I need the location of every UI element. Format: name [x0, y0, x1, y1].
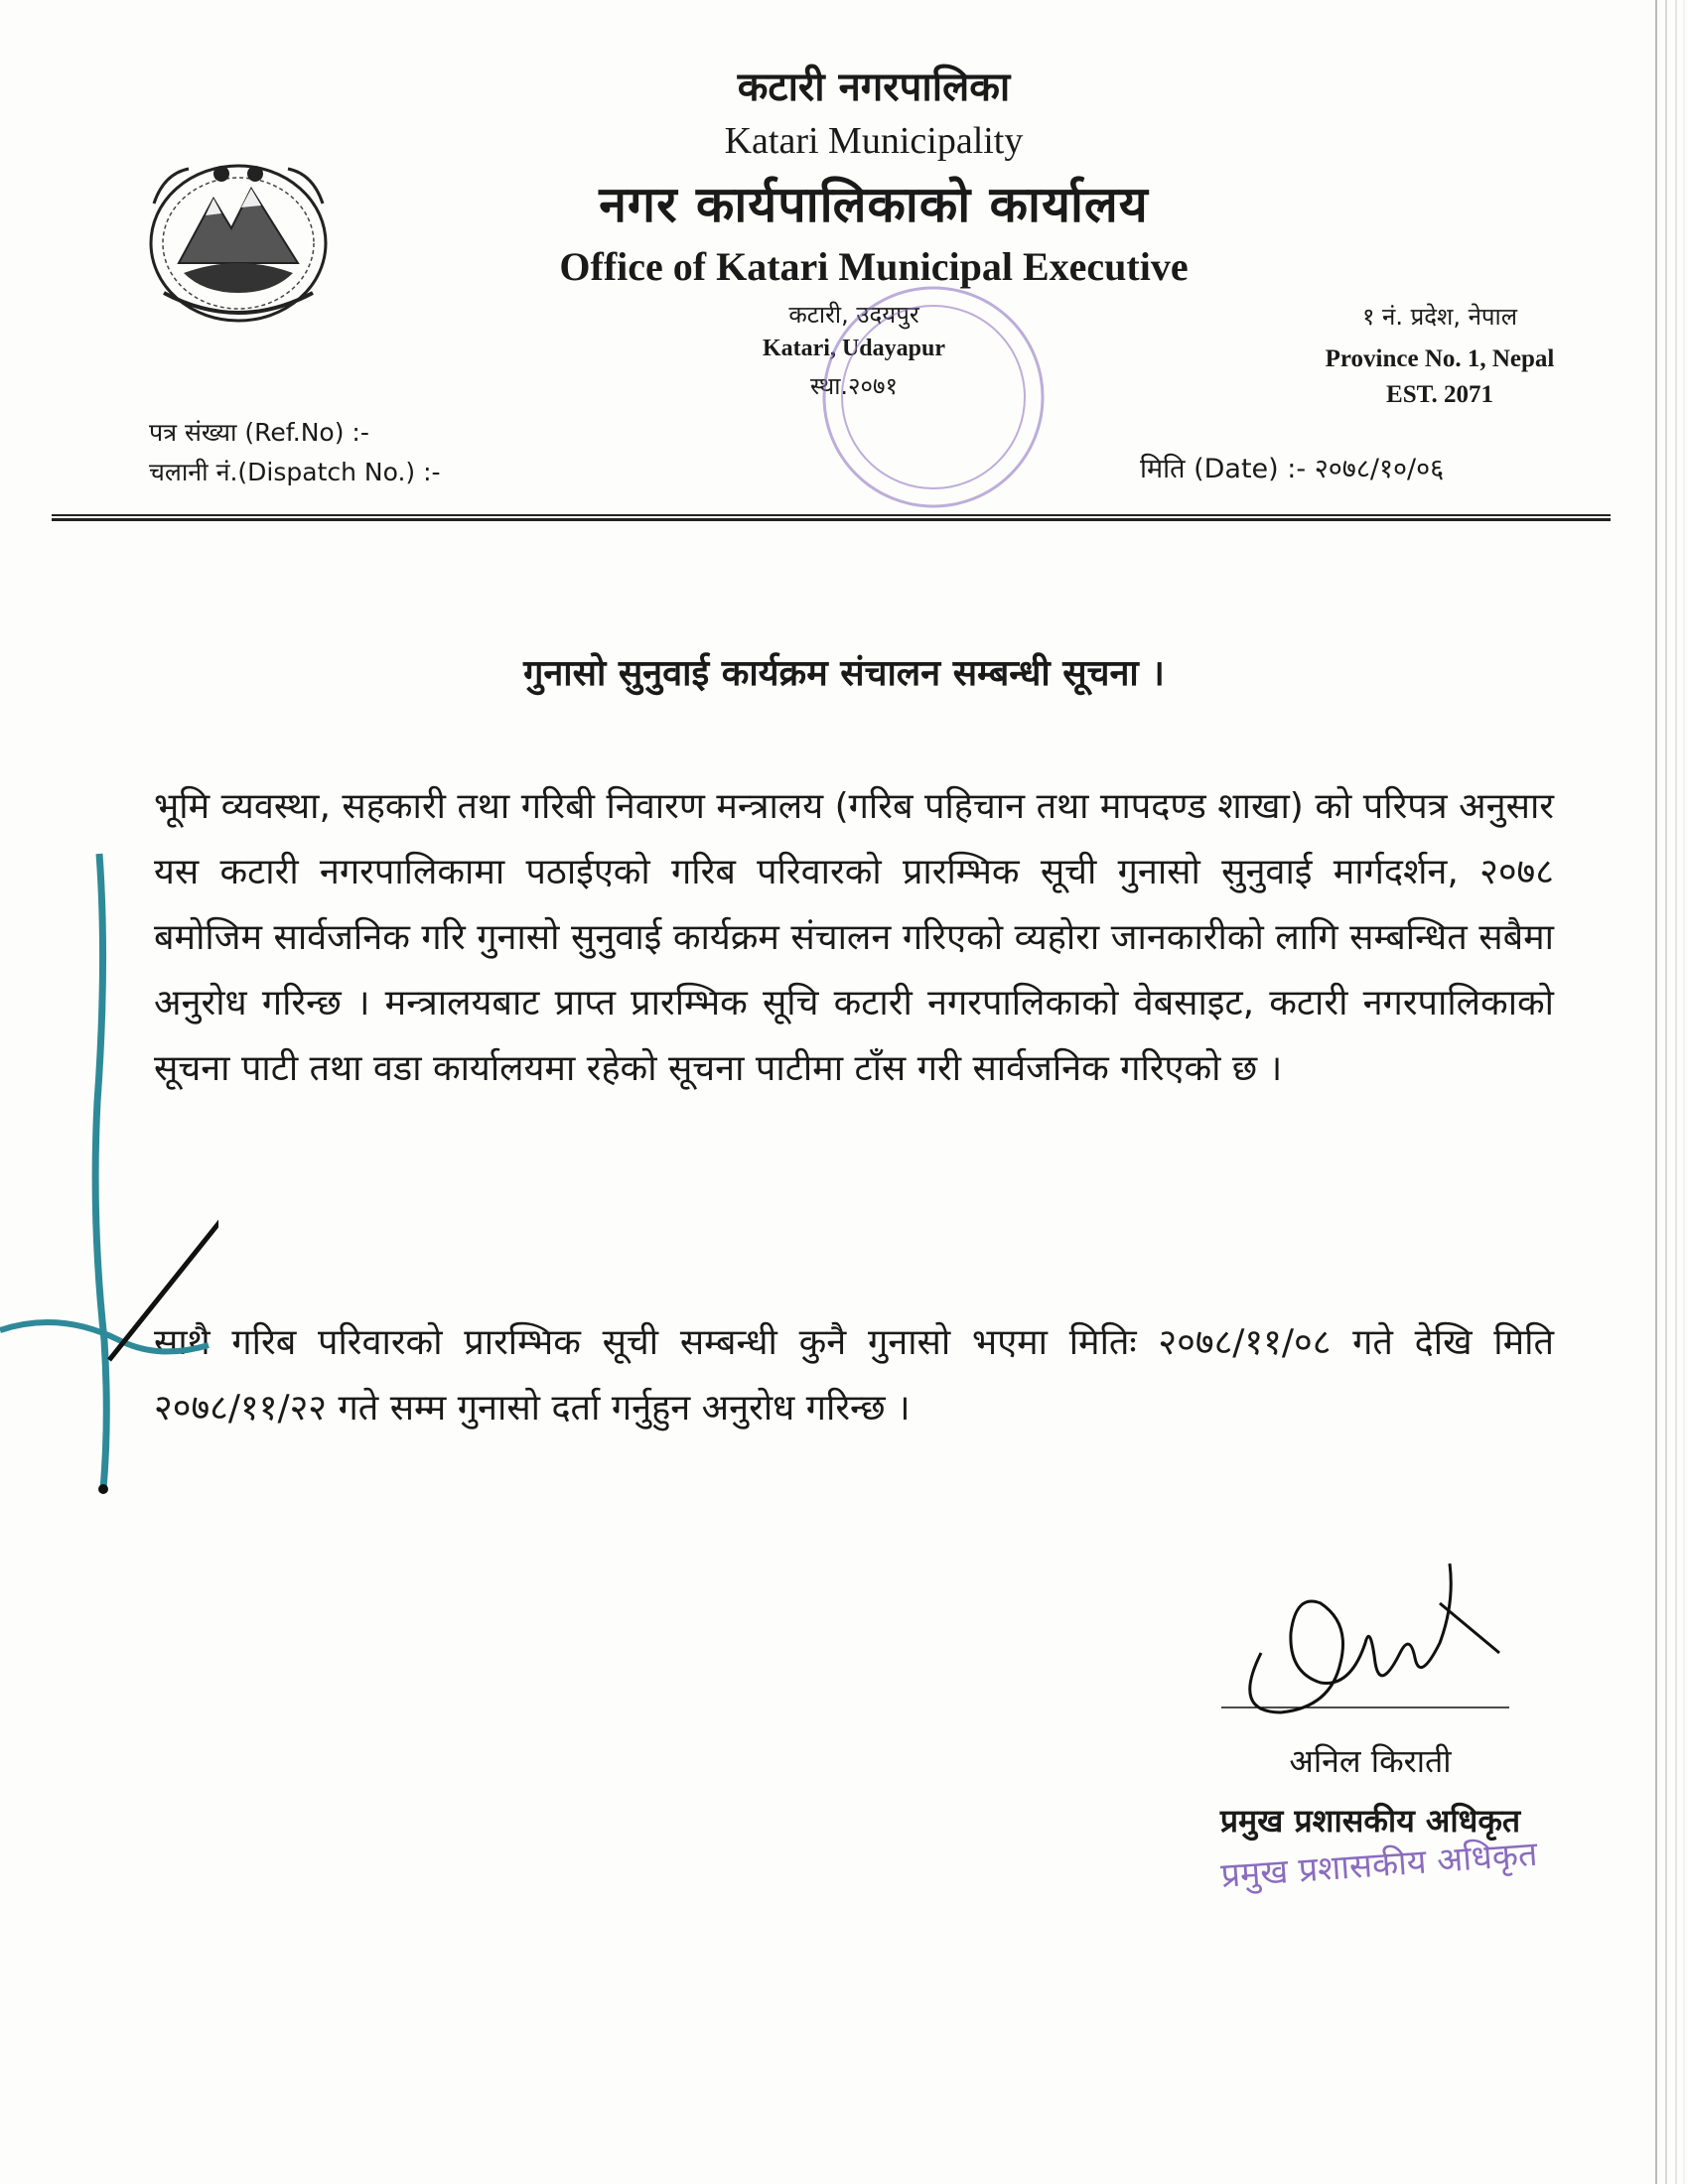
date-label: मिति (Date) :- २०७८/१०/०६	[1140, 454, 1445, 484]
notice-subject: गुनासो सुनुवाई कार्यक्रम संचालन सम्बन्धी सूचना ।	[523, 653, 1165, 694]
header-divider	[52, 514, 1611, 520]
office-stamp-icon	[804, 278, 1062, 516]
notice-paragraph-1: भूमि व्यवस्था, सहकारी तथा गरिबी निवारण मन्त्रालय (गरिब पहिचान तथा मापदण्ड शाखा) को परिपत्र अनुसार यस कटारी नगरपालिकामा पठाईएको गरिब परिवारको प्रारम्भिक सूची गुनासो सुनुवाई मार्गदर्शन, २०७८ बमोजिम सार्वजनिक गरि गुनासो सुनुवाई कार्यक्रम संचालन गरिएको व्यहोरा जानकारीको लागि सम्बन्धित सबैमा अनुरोध गरिन्छ । मन्त्रालयबाट प्राप्त प्रारम्भिक सूचि कटारी नगरपालिकाको वेबसाइट, कटारी नगरपालिकाको सूचना पाटी तथा वडा कार्यालयमा रहेको सूचना पाटीमा टाँस गरी सार्वजनिक गरिएको छ ।	[154, 786, 1554, 1089]
notice-paragraph-2: साथै गरिब परिवारको प्रारम्भिक सूची सम्बन्धी कुनै गुनासो भएमा मितिः २०७८/११/०८ गते देखि मिति २०७८/११/२२ गते सम्म गुनासो दर्ता गर्नुहुन अनुरोध गरिन्छ ।	[154, 1322, 1554, 1429]
established-np: स्था.२०७१	[810, 372, 898, 400]
ref-no-label: पत्र संख्या (Ref.No) :-	[149, 418, 369, 447]
binding-thread-icon	[0, 844, 218, 1519]
location-np: कटारी, उदयपुर	[788, 301, 919, 329]
province-np: १ नं. प्रदेश, नेपाल	[1361, 303, 1518, 331]
nepal-emblem-icon	[134, 144, 343, 333]
dispatch-no-label: चलानी नं.(Dispatch No.) :-	[149, 458, 441, 486]
signatory-title: प्रमुख प्रशासकीय अधिकृत	[1219, 1802, 1521, 1840]
signatory-seal-text: प्रमुख प्रशासकीय अधिकृत	[1219, 1834, 1539, 1896]
office-name-en: Office of Katari Municipal Executive	[559, 244, 1189, 289]
page-edge-lines	[1648, 0, 1688, 2184]
office-name-np: नगर कार्यपालिकाको कार्यालय	[599, 176, 1149, 233]
municipality-name-en: Katari Municipality	[724, 120, 1024, 162]
province-en: Province No. 1, Nepal	[1325, 345, 1555, 372]
signature-icon	[1201, 1544, 1519, 1742]
location-en: Katari, Udayapur	[762, 336, 945, 361]
signatory-name: अनिल किराती	[1289, 1742, 1452, 1780]
established-en: EST. 2071	[1386, 381, 1493, 408]
municipality-name-np: कटारी नगरपालिका	[737, 65, 1011, 110]
